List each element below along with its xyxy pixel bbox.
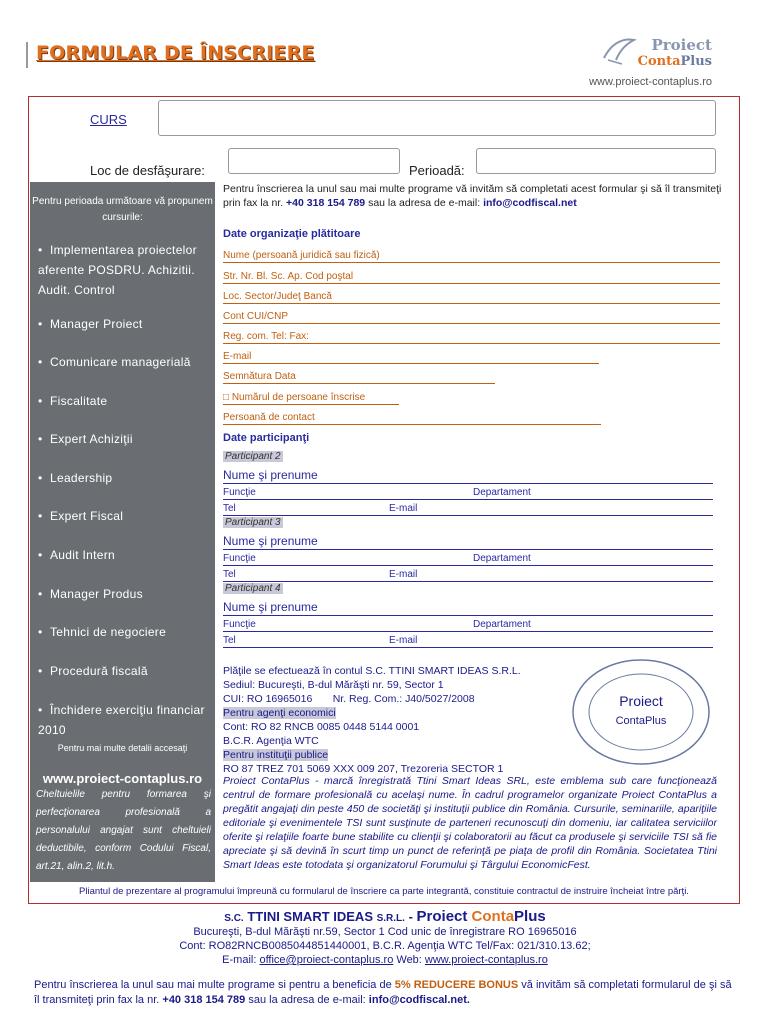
- participant-func-row[interactable]: Funcţie Departament: [223, 552, 713, 566]
- company-brand: S.C. TTINI SMART IDEAS S.R.L. - Proiect ContaPlus: [224, 908, 546, 925]
- participant-label: Participant 2: [225, 451, 281, 462]
- intro-text: Pentru înscrierea la unul sau mai multe programe vă invităm să completati acest formular şi să îl transmiteţi prin fax la nr. +40 318 154 789 sau la adresa de e-mail: info@codfiscal.net: [223, 183, 722, 209]
- company-contact: E-mail: office@proiect-contaplus.ro Web: www.proiect-contaplus.ro: [222, 954, 548, 966]
- course-item: • Audit Intern: [38, 548, 115, 562]
- curs-input[interactable]: [158, 100, 716, 136]
- org-field-adresa[interactable]: Str. Nr. Bl. Sc. Ap. Cod poştal: [223, 270, 720, 284]
- course-item: • Expert Achiziţii: [38, 432, 133, 446]
- org-field-contact[interactable]: Persoană de contact: [223, 411, 601, 425]
- participant-tel-row[interactable]: Tel E-mail: [223, 634, 713, 648]
- course-item: • Leadership: [38, 471, 113, 485]
- sidebar-note: Cheltuielile pentru formarea şi perfecţionarea profesională a personalului angajat sunt cheltuieli deductibile, conform Codului Fiscal, art.21, alin.2, lit.h.: [36, 789, 211, 872]
- sidebar-intro: Pentru perioada următoare vă propunem cursurile:: [32, 196, 213, 223]
- payment-heading: Pentru instituţii publice: [223, 749, 329, 761]
- payment-heading: Pentru agenţi economici: [223, 707, 336, 719]
- payment-info: Plăţile se efectuează în contul S.C. TTINI SMART IDEAS S.R.L. Sediul: Bucureşti, B-dul Mărăşti nr. 59, Sector 1 CUI: RO 16965016 Nr. Reg. Com.: J40/5027/2008 Pentru agenţi economici Cont: RO 82 RNCB 0085 0448 5144 0001 B.C.R. Agenţia WTC Pentru instituţii publice RO 87 TREZ 701 5069 XXX 009 207, Trezoreria SECTOR 1: [223, 665, 521, 775]
- participant-tel-row[interactable]: Tel E-mail: [223, 568, 713, 582]
- participants-title: Date participanţi: [223, 432, 310, 444]
- org-field-localitate[interactable]: Loc. Sector/Judeţ Bancă: [223, 290, 720, 304]
- company-address: Bucureşti, B-dul Mărăşti nr.59, Sector 1 Cod unic de înregistrare RO 16965016: [193, 926, 577, 938]
- org-field-cont[interactable]: Cont CUI/CNP: [223, 310, 720, 324]
- sidebar: [30, 182, 215, 882]
- logo-plus: Plus: [680, 54, 712, 69]
- intro-block: [223, 182, 723, 210]
- org-field-semnatura[interactable]: Semnătura Data: [223, 370, 495, 384]
- title-bar: [26, 42, 315, 68]
- org-field-nr-persoane[interactable]: □ Numărul de persoane înscrise: [223, 391, 399, 405]
- course-item: • Comunicare managerială: [38, 355, 191, 369]
- description: Proiect ContaPlus - marcă înregistrată Ttini Smart Ideas SRL, este emblema sub care funcţionează centrul de formare profesională cu acelaşi nume. În cadrul programelor organizate Proiect ContaPlus a pregătit angajaţi din peste 450 de societăţi şi instituţii publice din România. Cursurile, seminariile, apariţiile editoriale şi evenimentele TSI sunt susţinute de parteneri recunoscuţi din domeniu, iar calitatea serviciilor oferite şi relaţiile foarte bune stabilite cu clienţii şi colaboratorii au făcut ca produsele şi serviciile TSI să fie apreciate şi să devină în scurt timp un punct de referinţă pe piaţa de profil din România. Societatea Ttini Smart Ideas este totodata şi organizatorul Forumului şi Târgului EconomicFest.: [223, 775, 717, 871]
- org-title: Date organizaţie plătitoare: [223, 228, 361, 240]
- company-email-link[interactable]: office@proiect-contaplus.ro: [259, 954, 394, 966]
- participant-label: Participant 3: [225, 517, 281, 528]
- sidebar-more: Pentru mai multe detalii accesaţi: [57, 743, 188, 753]
- course-item: • Manager Produs: [38, 587, 143, 601]
- participant-name-field[interactable]: Nume şi prenume: [223, 600, 713, 616]
- sidebar-website[interactable]: www.proiect-contaplus.ro: [42, 771, 203, 786]
- logo-proiect: Proiect: [651, 36, 712, 54]
- course-item: • Implementarea proiectelor aferente POSDRU. Achizitii. Audit. Control: [38, 243, 197, 297]
- course-item: • Fiscalitate: [38, 394, 108, 408]
- logo: [598, 30, 718, 74]
- logo-conta: Conta: [637, 54, 681, 69]
- seal-bottom: ContaPlus: [615, 715, 667, 727]
- final-email: info@codfiscal.net.: [368, 994, 470, 1006]
- intro-fax: +40 318 154 789: [286, 197, 366, 209]
- bonus-text: 5% REDUCERE BONUS: [394, 979, 519, 991]
- org-field-nume[interactable]: Nume (persoană juridică sau fizică): [223, 249, 720, 263]
- company-account: Cont: RO82RNCB0085044851440001, B.C.R. Agenţia WTC Tel/Fax: 021/310.13.62;: [179, 940, 591, 952]
- course-item: • Tehnici de negociere: [38, 625, 167, 639]
- course-item: • Expert Fiscal: [38, 509, 124, 523]
- website-top[interactable]: www.proiect-contaplus.ro: [589, 76, 712, 88]
- loc-label: Loc de desfăşurare:: [90, 163, 205, 178]
- participant-name-field[interactable]: Nume şi prenume: [223, 468, 713, 484]
- participant-tel-row[interactable]: Tel E-mail: [223, 502, 713, 516]
- bottom-block: [0, 908, 770, 967]
- participant-name-field[interactable]: Nume şi prenume: [223, 534, 713, 550]
- final-note: Pentru înscrierea la unul sau mai multe programe si pentru a beneficia de 5% REDUCERE BONUS vă invităm să completati formularul de şi să îl transmiteţi prin fax la nr. +40 318 154 789 sau la adresa de e-mail: info@codfiscal.net.: [34, 979, 732, 1006]
- participant-label: Participant 4: [225, 583, 281, 594]
- perioada-label: Perioadă:: [409, 163, 465, 178]
- course-item: • Manager Proiect: [38, 317, 143, 331]
- org-field-regcom[interactable]: Reg. com. Tel: Fax:: [223, 330, 720, 344]
- participant-func-row[interactable]: Funcţie Departament: [223, 618, 713, 632]
- stork-icon: [598, 30, 638, 70]
- org-field-email[interactable]: E-mail: [223, 350, 599, 364]
- curs-label: CURS: [90, 112, 127, 127]
- course-item: • Închidere exerciţiu financiar 2010: [38, 703, 205, 737]
- page-title: FORMULAR DE ÎNSCRIERE: [36, 42, 315, 64]
- course-item: • Procedură fiscală: [38, 664, 148, 678]
- footer-line: Pliantul de prezentare al programului împreună cu formularul de înscriere ca parte integrantă, constituie contractul de instruire încheiat între părţi.: [79, 886, 689, 897]
- perioada-input[interactable]: [476, 148, 716, 174]
- intro-email: info@codfiscal.net: [483, 197, 577, 209]
- logo-contaplus: [638, 54, 712, 69]
- participant-func-row[interactable]: Funcţie Departament: [223, 486, 713, 500]
- seal-stamp: [566, 656, 716, 768]
- company-web-link[interactable]: www.proiect-contaplus.ro: [424, 954, 548, 966]
- final-fax: +40 318 154 789: [162, 994, 246, 1006]
- seal-top: Proiect: [619, 693, 663, 709]
- loc-input[interactable]: [228, 148, 400, 174]
